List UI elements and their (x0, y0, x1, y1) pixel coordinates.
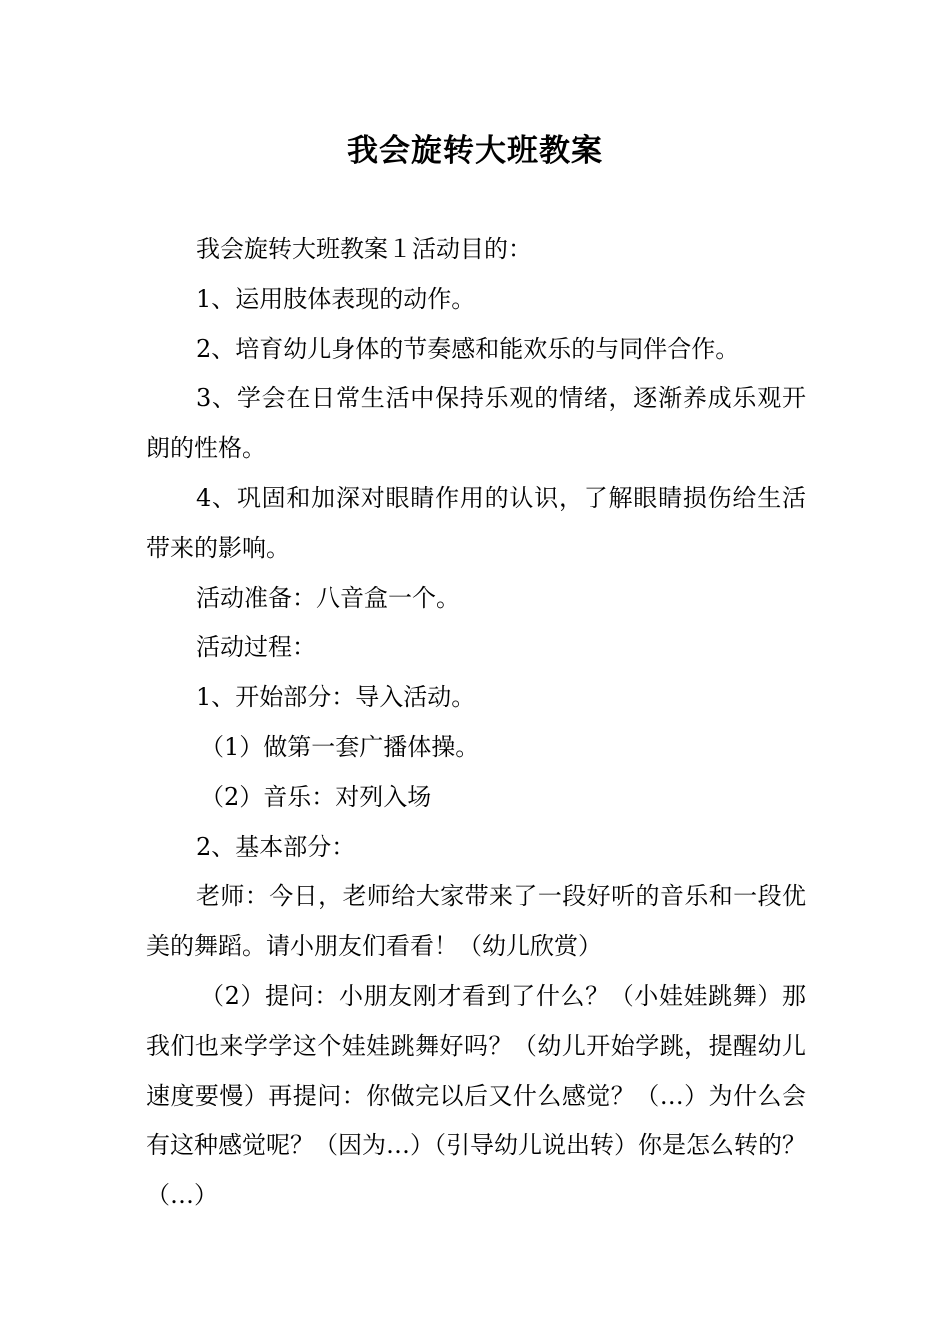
paragraph-goal-2: 2、培育幼儿身体的节奏感和能欢乐的与同伴合作。 (196, 334, 740, 363)
paragraph-step-2: 2、基本部分： (196, 832, 356, 861)
paragraph-intro: 我会旋转大班教案１活动目的： (196, 235, 532, 263)
paragraph-step-1: 1、开始部分：导入活动。 (196, 683, 476, 712)
paragraph-step-2-2: （2）提问：小朋友刚才看到了什么？（小娃娃跳舞）那我们也来学学这个娃娃跳舞好吗？（幼儿开始学跳，提醒幼儿速度要慢）再提问：你做完以后又什么感觉？（…）为什么会有这种感觉呢？（因为…）（引导幼儿说出转）你是怎么转的？（…） (146, 981, 806, 1210)
paragraph-step-1-1: （1）做第一套广播体操。 (200, 732, 480, 761)
paragraph-goal-3: 3、学会在日常生活中保持乐观的情绪，逐渐养成乐观开朗的性格。 (146, 384, 806, 463)
paragraph-step-1-2: （2）音乐：对列入场 (200, 782, 432, 811)
paragraph-goal-4: 4、巩固和加深对眼睛作用的认识，了解眼睛损伤给生活带来的影响。 (146, 483, 806, 562)
paragraph-goal-1: 1、运用肢体表现的动作。 (196, 284, 476, 313)
paragraph-preparation: 活动准备：八音盒一个。 (196, 583, 460, 612)
document-body (146, 225, 806, 1221)
paragraph-teacher-intro: 老师：今日，老师给大家带来了一段好听的音乐和一段优美的舞蹈。请小朋友们看看！（幼儿欣赏） (146, 882, 806, 961)
document-title: 我会旋转大班教案 (347, 133, 603, 169)
paragraph-process-heading: 活动过程： (196, 633, 316, 662)
